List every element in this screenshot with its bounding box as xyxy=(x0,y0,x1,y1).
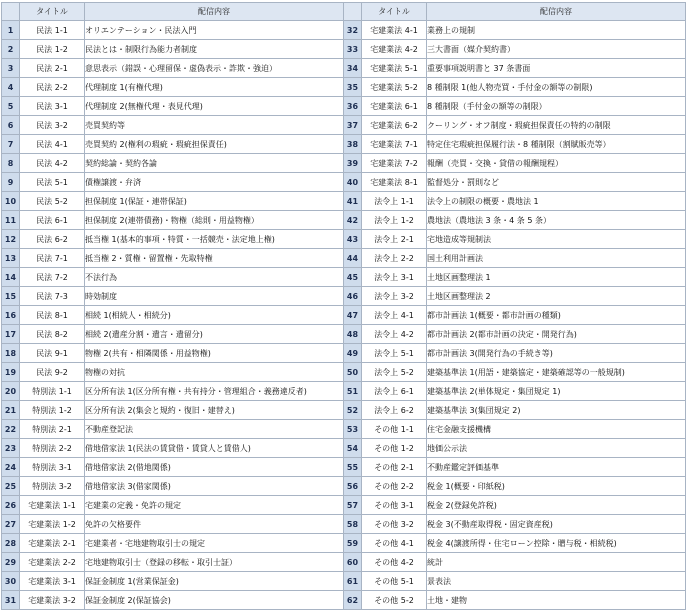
right-lesson-number: 57 xyxy=(344,496,362,515)
right-lesson-content: 三大書面（媒介契約書） xyxy=(427,40,686,59)
left-lesson-title: 民法 6-2 xyxy=(20,230,85,249)
left-lesson-title: 宅建業法 2-2 xyxy=(20,553,85,572)
left-lesson-content: 宅建業の定義・免許の規定 xyxy=(85,496,344,515)
right-lesson-number: 32 xyxy=(344,21,362,40)
schedule-body xyxy=(2,21,686,610)
right-lesson-content: 不動産鑑定評価基準 xyxy=(427,458,686,477)
left-lesson-content: オリエンテーション・民法入門 xyxy=(85,21,344,40)
right-lesson-title: 宅建業法 6-2 xyxy=(362,116,427,135)
right-lesson-content: 8 種制限（手付金の額等の制限） xyxy=(427,97,686,116)
table-row xyxy=(2,458,686,477)
left-lesson-title: 民法 1-2 xyxy=(20,40,85,59)
right-lesson-content: 都市計画法 3(開発行為の手続き等) xyxy=(427,344,686,363)
right-lesson-content: 法令上の制限の概要・農地法 1 xyxy=(427,192,686,211)
left-lesson-content: 免許の欠格要件 xyxy=(85,515,344,534)
left-lesson-content: 意思表示（錯誤・心理留保・虚偽表示・詐欺・強迫） xyxy=(85,59,344,78)
right-lesson-content: 農地法（農地法 3 条・4 条 5 条） xyxy=(427,211,686,230)
left-lesson-content: 保証金制度 2(保証協会) xyxy=(85,591,344,610)
left-lesson-number: 16 xyxy=(2,306,20,325)
right-lesson-content: 土地・建物 xyxy=(427,591,686,610)
right-lesson-number: 56 xyxy=(344,477,362,496)
left-lesson-content: 抵当権 2・質権・留置権・先取特権 xyxy=(85,249,344,268)
right-lesson-number: 41 xyxy=(344,192,362,211)
left-lesson-content: 物権 2(共有・相隣関係・用益物権) xyxy=(85,344,344,363)
left-lesson-number: 23 xyxy=(2,439,20,458)
right-lesson-title: 法令上 6-1 xyxy=(362,382,427,401)
right-lesson-content: 業務上の規制 xyxy=(427,21,686,40)
right-lesson-number: 60 xyxy=(344,553,362,572)
right-lesson-content: 監督処分・罰則など xyxy=(427,173,686,192)
left-lesson-number: 1 xyxy=(2,21,20,40)
table-row xyxy=(2,439,686,458)
left-lesson-number: 21 xyxy=(2,401,20,420)
right-lesson-title: その他 5-2 xyxy=(362,591,427,610)
right-lesson-title: その他 2-2 xyxy=(362,477,427,496)
right-lesson-number: 42 xyxy=(344,211,362,230)
left-lesson-content: 保証金制度 1(営業保証金) xyxy=(85,572,344,591)
left-lesson-number: 13 xyxy=(2,249,20,268)
left-lesson-content: 代理制度 2(無権代理・表見代理) xyxy=(85,97,344,116)
right-lesson-title: 宅建業法 7-2 xyxy=(362,154,427,173)
table-row xyxy=(2,59,686,78)
left-lesson-title: 民法 2-1 xyxy=(20,59,85,78)
right-lesson-number: 46 xyxy=(344,287,362,306)
left-lesson-title: 特別法 2-2 xyxy=(20,439,85,458)
right-lesson-title: その他 1-2 xyxy=(362,439,427,458)
right-lesson-content: 重要事項説明書と 37 条書面 xyxy=(427,59,686,78)
right-lesson-number: 48 xyxy=(344,325,362,344)
table-row xyxy=(2,78,686,97)
left-lesson-number: 14 xyxy=(2,268,20,287)
right-lesson-content: 地価公示法 xyxy=(427,439,686,458)
table-row xyxy=(2,135,686,154)
table-row xyxy=(2,325,686,344)
right-lesson-title: 法令上 5-2 xyxy=(362,363,427,382)
table-row xyxy=(2,363,686,382)
right-lesson-title: 法令上 2-2 xyxy=(362,249,427,268)
right-lesson-title: 宅建業法 7-1 xyxy=(362,135,427,154)
right-lesson-number: 52 xyxy=(344,401,362,420)
right-number-header xyxy=(344,3,362,21)
right-lesson-number: 54 xyxy=(344,439,362,458)
left-lesson-title: 宅建業法 1-1 xyxy=(20,496,85,515)
left-lesson-title: 民法 7-1 xyxy=(20,249,85,268)
right-lesson-content: 8 種制限 1(他人物売買・手付金の額等の制限) xyxy=(427,78,686,97)
right-lesson-title: その他 5-1 xyxy=(362,572,427,591)
table-row xyxy=(2,344,686,363)
right-lesson-number: 35 xyxy=(344,78,362,97)
right-lesson-title: 法令上 5-1 xyxy=(362,344,427,363)
left-lesson-title: 民法 2-2 xyxy=(20,78,85,97)
right-lesson-content: 税金 4(譲渡所得・住宅ローン控除・贈与税・相続税) xyxy=(427,534,686,553)
left-lesson-number: 7 xyxy=(2,135,20,154)
left-lesson-title: 民法 6-1 xyxy=(20,211,85,230)
left-lesson-title: 民法 8-1 xyxy=(20,306,85,325)
right-lesson-number: 45 xyxy=(344,268,362,287)
right-lesson-title: 宅建業法 5-2 xyxy=(362,78,427,97)
table-row xyxy=(2,496,686,515)
left-lesson-title: 宅建業法 3-2 xyxy=(20,591,85,610)
left-lesson-content: 担保制度 1(保証・連帯保証) xyxy=(85,192,344,211)
left-lesson-content: 担保制度 2(連帯債務)・物権（総則・用益物権） xyxy=(85,211,344,230)
right-lesson-content: 建築基準法 1(用語・建築協定・建築確認等の一般規制) xyxy=(427,363,686,382)
right-lesson-title: 宅建業法 5-1 xyxy=(362,59,427,78)
right-lesson-number: 50 xyxy=(344,363,362,382)
table-row xyxy=(2,268,686,287)
right-lesson-number: 33 xyxy=(344,40,362,59)
left-lesson-number: 20 xyxy=(2,382,20,401)
right-lesson-number: 53 xyxy=(344,420,362,439)
right-lesson-content: 特定住宅瑕疵担保履行法・8 種制限（割賦販売等） xyxy=(427,135,686,154)
left-lesson-content: 宅建業者・宅地建物取引士の規定 xyxy=(85,534,344,553)
left-lesson-content: 契約総論・契約各論 xyxy=(85,154,344,173)
left-lesson-title: 特別法 3-1 xyxy=(20,458,85,477)
right-lesson-content: 建築基準法 3(集団規定 2) xyxy=(427,401,686,420)
right-lesson-title: 宅建業法 4-2 xyxy=(362,40,427,59)
left-lesson-content: 区分所有法 1(区分所有権・共有持分・管理組合・義務違反者) xyxy=(85,382,344,401)
left-lesson-number: 5 xyxy=(2,97,20,116)
right-lesson-title: その他 1-1 xyxy=(362,420,427,439)
table-row xyxy=(2,154,686,173)
left-lesson-number: 12 xyxy=(2,230,20,249)
right-lesson-title: その他 3-1 xyxy=(362,496,427,515)
left-content-header: 配信内容 xyxy=(85,3,344,21)
left-lesson-title: 民法 1-1 xyxy=(20,21,85,40)
left-lesson-number: 22 xyxy=(2,420,20,439)
right-lesson-number: 37 xyxy=(344,116,362,135)
left-lesson-number: 15 xyxy=(2,287,20,306)
right-lesson-number: 51 xyxy=(344,382,362,401)
right-lesson-content: 土地区画整理法 2 xyxy=(427,287,686,306)
right-lesson-title: その他 3-2 xyxy=(362,515,427,534)
left-lesson-title: 民法 9-2 xyxy=(20,363,85,382)
left-lesson-content: 物権の対抗 xyxy=(85,363,344,382)
right-lesson-title: 法令上 1-2 xyxy=(362,211,427,230)
left-lesson-number: 29 xyxy=(2,553,20,572)
left-lesson-title: 民法 9-1 xyxy=(20,344,85,363)
left-lesson-number: 27 xyxy=(2,515,20,534)
right-lesson-number: 39 xyxy=(344,154,362,173)
right-title-header: タイトル xyxy=(362,3,427,21)
right-lesson-content: 税金 3(不動産取得税・固定資産税) xyxy=(427,515,686,534)
left-lesson-number: 31 xyxy=(2,591,20,610)
table-row xyxy=(2,249,686,268)
right-lesson-title: その他 4-1 xyxy=(362,534,427,553)
right-lesson-title: 法令上 1-1 xyxy=(362,192,427,211)
left-lesson-title: 民法 7-3 xyxy=(20,287,85,306)
right-lesson-content: 都市計画法 1(概要・都市計画の種類) xyxy=(427,306,686,325)
right-lesson-title: 法令上 3-1 xyxy=(362,268,427,287)
right-lesson-content: 住宅金融支援機構 xyxy=(427,420,686,439)
right-lesson-content: 統計 xyxy=(427,553,686,572)
right-lesson-title: その他 4-2 xyxy=(362,553,427,572)
left-lesson-title: 民法 3-2 xyxy=(20,116,85,135)
right-lesson-title: 法令上 4-1 xyxy=(362,306,427,325)
right-lesson-content: 税金 2(登録免許税) xyxy=(427,496,686,515)
left-lesson-content: 時効制度 xyxy=(85,287,344,306)
left-lesson-content: 相続 2(遺産分割・遺言・遺留分) xyxy=(85,325,344,344)
left-lesson-title: 民法 5-1 xyxy=(20,173,85,192)
table-row xyxy=(2,230,686,249)
right-lesson-number: 38 xyxy=(344,135,362,154)
right-lesson-content: 都市計画法 2(都市計画の決定・開発行為) xyxy=(427,325,686,344)
table-row xyxy=(2,21,686,40)
right-lesson-number: 49 xyxy=(344,344,362,363)
right-lesson-title: その他 2-1 xyxy=(362,458,427,477)
right-lesson-content: 宅地造成等規制法 xyxy=(427,230,686,249)
table-row xyxy=(2,515,686,534)
left-lesson-title: 宅建業法 3-1 xyxy=(20,572,85,591)
left-lesson-number: 30 xyxy=(2,572,20,591)
right-lesson-number: 62 xyxy=(344,591,362,610)
right-lesson-content: 国土利用計画法 xyxy=(427,249,686,268)
left-lesson-content: 借地借家法 3(借家関係) xyxy=(85,477,344,496)
table-row xyxy=(2,116,686,135)
course-schedule-table xyxy=(1,2,686,610)
right-lesson-title: 法令上 3-2 xyxy=(362,287,427,306)
right-lesson-number: 43 xyxy=(344,230,362,249)
left-lesson-content: 売買契約等 xyxy=(85,116,344,135)
table-row xyxy=(2,173,686,192)
right-content-header: 配信内容 xyxy=(427,3,686,21)
table-row xyxy=(2,553,686,572)
left-lesson-content: 代理制度 1(有権代理) xyxy=(85,78,344,97)
left-lesson-number: 9 xyxy=(2,173,20,192)
table-row xyxy=(2,287,686,306)
right-lesson-number: 40 xyxy=(344,173,362,192)
table-row xyxy=(2,477,686,496)
right-lesson-content: 建築基準法 2(単体規定・集団規定 1) xyxy=(427,382,686,401)
left-lesson-content: 宅地建物取引士（登録の移転・取引士証） xyxy=(85,553,344,572)
right-lesson-number: 55 xyxy=(344,458,362,477)
left-lesson-number: 6 xyxy=(2,116,20,135)
left-lesson-number: 25 xyxy=(2,477,20,496)
left-lesson-title: 特別法 2-1 xyxy=(20,420,85,439)
left-lesson-title: 民法 4-2 xyxy=(20,154,85,173)
table-row xyxy=(2,97,686,116)
table-row xyxy=(2,40,686,59)
left-lesson-number: 11 xyxy=(2,211,20,230)
left-lesson-content: 抵当権 1(基本的事項・特質・一括競売・法定地上権) xyxy=(85,230,344,249)
left-lesson-title: 特別法 1-2 xyxy=(20,401,85,420)
right-lesson-title: 宅建業法 8-1 xyxy=(362,173,427,192)
left-lesson-title: 民法 3-1 xyxy=(20,97,85,116)
table-row xyxy=(2,401,686,420)
left-lesson-title: 民法 5-2 xyxy=(20,192,85,211)
left-lesson-content: 区分所有法 2(集会と規約・復旧・建替え) xyxy=(85,401,344,420)
left-lesson-content: 借地借家法 2(借地関係) xyxy=(85,458,344,477)
left-lesson-content: 相続 1(相続人・相続分) xyxy=(85,306,344,325)
table-row xyxy=(2,591,686,610)
left-lesson-title: 宅建業法 2-1 xyxy=(20,534,85,553)
table-header-row xyxy=(2,3,686,21)
left-lesson-content: 債権譲渡・弁済 xyxy=(85,173,344,192)
table-row xyxy=(2,572,686,591)
table-row xyxy=(2,382,686,401)
right-lesson-number: 47 xyxy=(344,306,362,325)
left-lesson-title: 民法 7-2 xyxy=(20,268,85,287)
left-lesson-content: 不法行為 xyxy=(85,268,344,287)
right-lesson-title: 法令上 4-2 xyxy=(362,325,427,344)
left-lesson-number: 2 xyxy=(2,40,20,59)
table-row xyxy=(2,420,686,439)
right-lesson-content: 税金 1(概要・印紙税) xyxy=(427,477,686,496)
right-lesson-number: 61 xyxy=(344,572,362,591)
right-lesson-content: 報酬（売買・交換・貸借の報酬規程） xyxy=(427,154,686,173)
right-lesson-title: 宅建業法 6-1 xyxy=(362,97,427,116)
table-row xyxy=(2,306,686,325)
right-lesson-content: 景表法 xyxy=(427,572,686,591)
left-lesson-content: 売買契約 2(権利の瑕疵・瑕疵担保責任) xyxy=(85,135,344,154)
left-lesson-number: 24 xyxy=(2,458,20,477)
right-lesson-number: 59 xyxy=(344,534,362,553)
table-row xyxy=(2,534,686,553)
left-lesson-content: 民法とは・制限行為能力者制度 xyxy=(85,40,344,59)
left-lesson-number: 10 xyxy=(2,192,20,211)
left-lesson-title: 特別法 3-2 xyxy=(20,477,85,496)
left-lesson-title: 特別法 1-1 xyxy=(20,382,85,401)
left-lesson-number: 28 xyxy=(2,534,20,553)
table-row xyxy=(2,192,686,211)
left-lesson-number: 17 xyxy=(2,325,20,344)
right-lesson-content: クーリング・オフ制度・瑕疵担保責任の特約の制限 xyxy=(427,116,686,135)
right-lesson-number: 58 xyxy=(344,515,362,534)
left-lesson-number: 18 xyxy=(2,344,20,363)
left-lesson-title: 宅建業法 1-2 xyxy=(20,515,85,534)
right-lesson-number: 34 xyxy=(344,59,362,78)
left-lesson-content: 不動産登記法 xyxy=(85,420,344,439)
right-lesson-title: 宅建業法 4-1 xyxy=(362,21,427,40)
left-lesson-content: 借地借家法 1(民法の賃貸借・賃貸人と賃借人) xyxy=(85,439,344,458)
left-lesson-number: 26 xyxy=(2,496,20,515)
left-lesson-number: 8 xyxy=(2,154,20,173)
right-lesson-number: 44 xyxy=(344,249,362,268)
left-title-header: タイトル xyxy=(20,3,85,21)
table-row xyxy=(2,211,686,230)
right-lesson-number: 36 xyxy=(344,97,362,116)
right-lesson-title: 法令上 2-1 xyxy=(362,230,427,249)
left-lesson-number: 4 xyxy=(2,78,20,97)
left-lesson-number: 3 xyxy=(2,59,20,78)
left-number-header xyxy=(2,3,20,21)
right-lesson-content: 土地区画整理法 1 xyxy=(427,268,686,287)
right-lesson-title: 法令上 6-2 xyxy=(362,401,427,420)
left-lesson-number: 19 xyxy=(2,363,20,382)
left-lesson-title: 民法 4-1 xyxy=(20,135,85,154)
left-lesson-title: 民法 8-2 xyxy=(20,325,85,344)
